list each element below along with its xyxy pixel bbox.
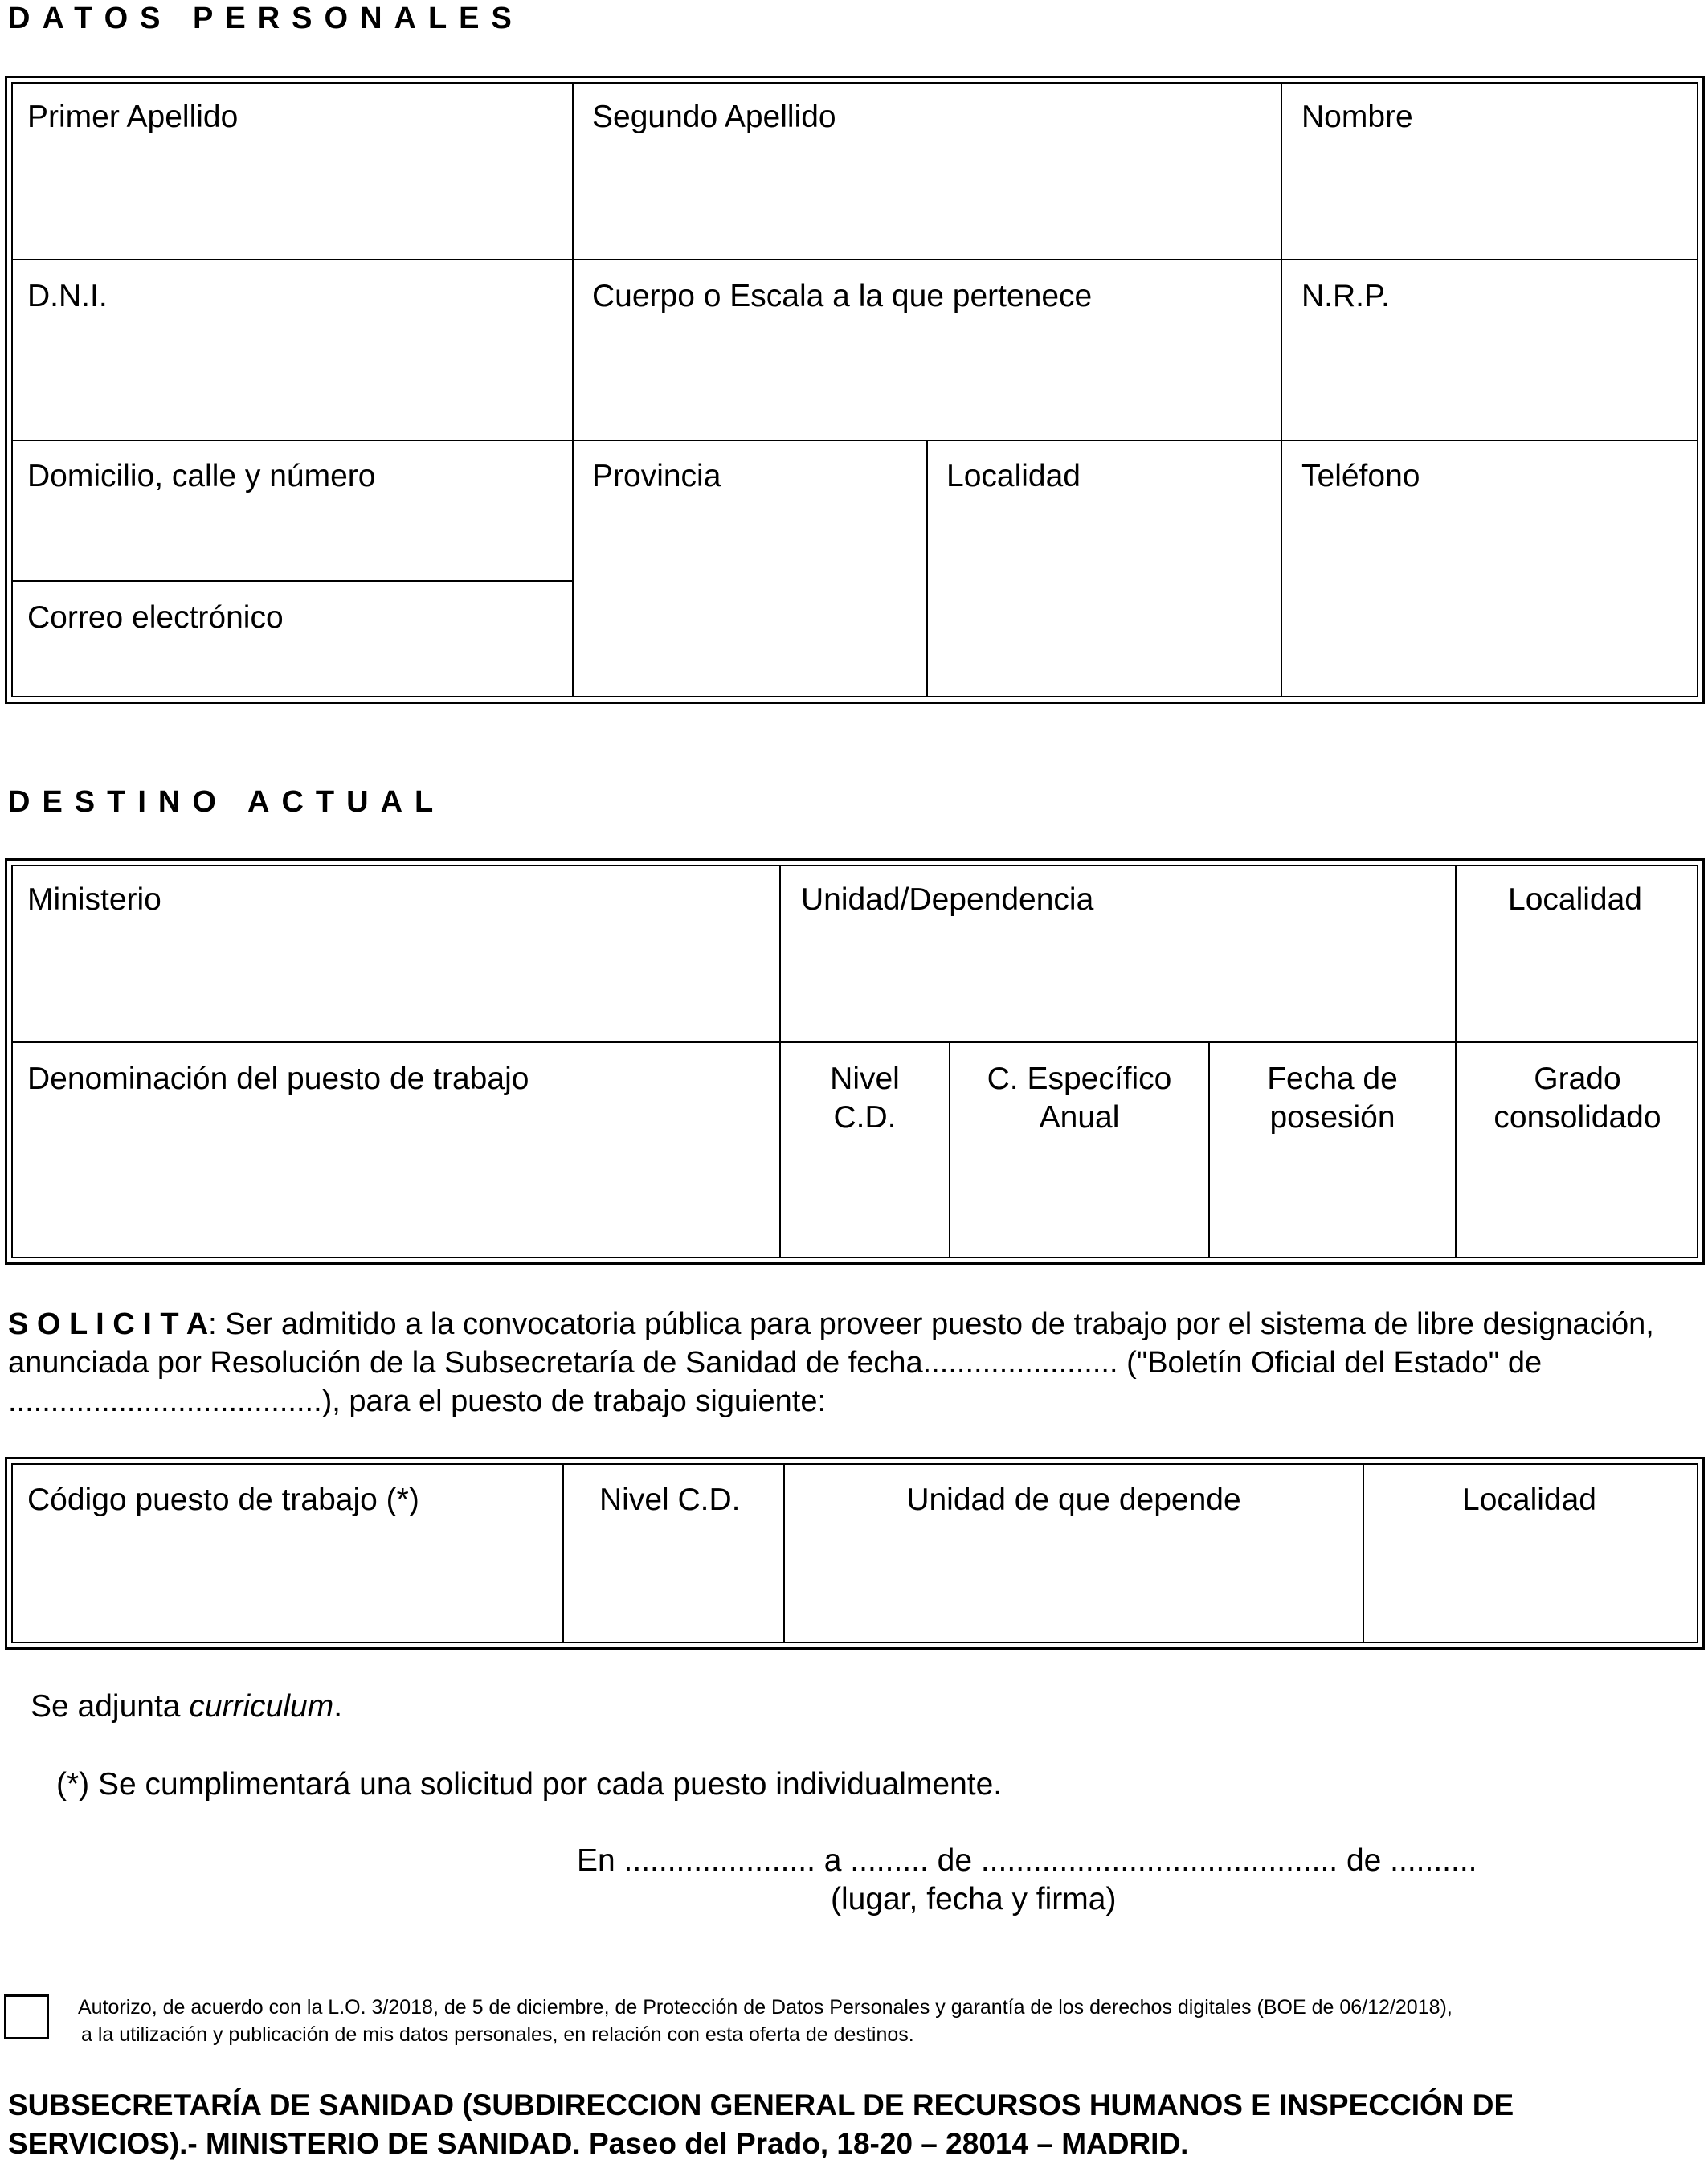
grado-consolidado-label-1: Grado xyxy=(1534,1062,1621,1096)
nivel-cd-label-2: C.D. xyxy=(833,1100,897,1135)
codigo-puesto-field[interactable]: Código puesto de trabajo (*) xyxy=(27,1483,419,1517)
autorizo-checkbox[interactable] xyxy=(4,1994,49,2039)
autorizo-line-2: a la utilización y publicación de mis datos personales, en relación con esta oferta de destinos. xyxy=(81,2023,914,2046)
cuerpo-escala-field[interactable]: Cuerpo o Escala a la que pertenece xyxy=(592,279,1093,313)
destino-localidad-field[interactable]: Localidad xyxy=(1508,882,1642,917)
domicilio-field[interactable]: Domicilio, calle y número xyxy=(27,459,376,493)
c-especifico-label-2: Anual xyxy=(1039,1100,1120,1135)
ministerio-field[interactable]: Ministerio xyxy=(27,882,161,917)
adjunta-prefix: Se adjunta xyxy=(31,1689,190,1724)
denominacion-puesto-field[interactable]: Denominación del puesto de trabajo xyxy=(27,1062,529,1096)
solicita-text: : Ser admitido a la convocatoria pública para proveer puesto de trabajo por el sistema de libre designación, anunciada por Resolución de la Subsecretaría de Sanidad de fecha....................... ("Boletín Oficial del Estado" de .....................................), para el puesto de trabajo siguiente: xyxy=(8,1307,1654,1418)
nrp-field[interactable]: N.R.P. xyxy=(1301,279,1390,313)
adjunta-curriculum xyxy=(31,1687,342,1726)
footer-address: SUBSECRETARÍA DE SANIDAD (SUBDIRECCION GENERAL DE RECURSOS HUMANOS E INSPECCIÓN DE SERVICIOS).- MINISTERIO DE SANIDAD. Paseo del Prado, 18-20 – 28014 – MADRID. xyxy=(8,2088,1514,2160)
adjunta-suffix: . xyxy=(333,1689,343,1724)
segundo-apellido-field[interactable]: Segundo Apellido xyxy=(592,100,836,134)
fecha-posesion-label-2: posesión xyxy=(1269,1100,1395,1135)
puesto-localidad-field[interactable]: Localidad xyxy=(1462,1483,1596,1517)
grado-consolidado-label-2: consolidado xyxy=(1493,1100,1661,1135)
correo-field[interactable]: Correo electrónico xyxy=(27,600,284,635)
nota-solicitud: (*) Se cumplimentará una solicitud por cada puesto individualmente. xyxy=(56,1767,1003,1802)
adjunta-italic: curriculum xyxy=(189,1689,334,1724)
localidad-field[interactable]: Localidad xyxy=(946,459,1081,493)
datos-personales-title: DATOS PERSONALES xyxy=(8,2,524,35)
primer-apellido-field[interactable]: Primer Apellido xyxy=(27,100,239,134)
provincia-field[interactable]: Provincia xyxy=(592,459,721,493)
solicita-paragraph xyxy=(8,1305,1655,1421)
fecha-posesion-label-1: Fecha de xyxy=(1267,1062,1398,1096)
dni-field[interactable]: D.N.I. xyxy=(27,279,108,313)
nombre-field[interactable]: Nombre xyxy=(1301,100,1413,134)
autorizo-line-1: Autorizo, de acuerdo con la L.O. 3/2018, de 5 de diciembre, de Protección de Datos Personales y garantía de los derechos digitales (BOE de 06/12/2018), xyxy=(78,1996,1453,2019)
puesto-nivel-cd-field[interactable]: Nivel C.D. xyxy=(599,1483,741,1517)
unidad-depende-field[interactable]: Unidad de que depende xyxy=(906,1483,1241,1517)
c-especifico-label-1: C. Específico xyxy=(987,1062,1172,1096)
solicita-heading: S O L I C I T A xyxy=(8,1307,209,1341)
nivel-cd-label-1: Nivel xyxy=(830,1062,900,1096)
firma-caption: (lugar, fecha y firma) xyxy=(831,1882,1117,1917)
unidad-dependencia-field[interactable]: Unidad/Dependencia xyxy=(801,882,1094,917)
firma-line[interactable]: En ...................... a ......... de ......................................... de .......... xyxy=(577,1843,1477,1878)
destino-actual-title: DESTINO ACTUAL xyxy=(8,785,446,819)
telefono-field[interactable]: Teléfono xyxy=(1301,459,1420,493)
